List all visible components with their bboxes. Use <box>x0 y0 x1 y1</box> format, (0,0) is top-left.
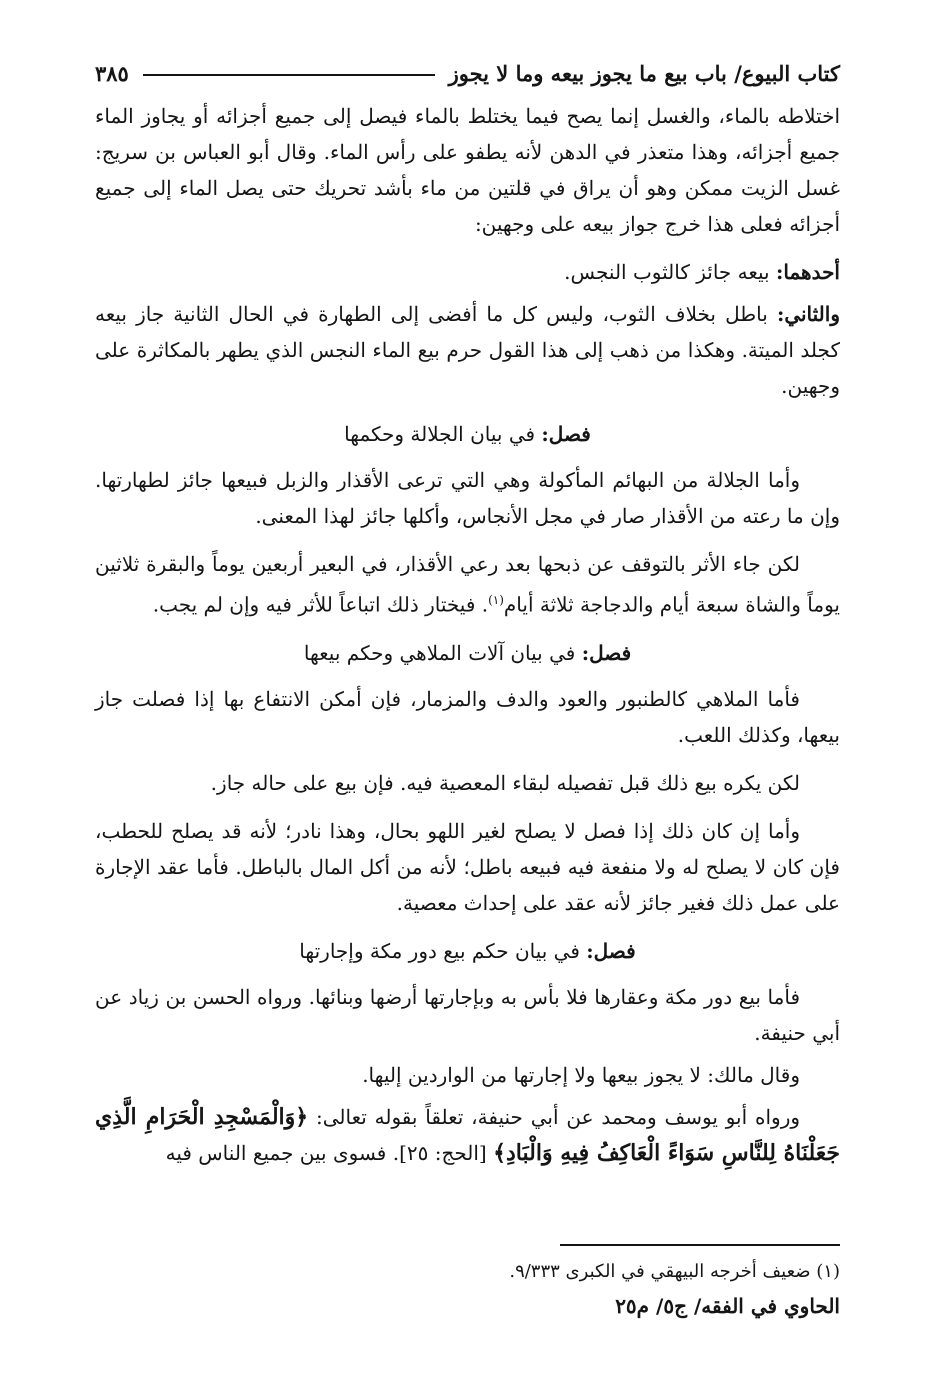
paragraph: فأما بيع دور مكة وعقارها فلا بأس به وبإجارتها أرضها وبنائها. ورواه الحسن بن زياد عن أبي حنيفة. <box>95 984 840 1045</box>
heading-lead: فصل: <box>586 938 636 963</box>
paragraph-text: باطل بخلاف الثوب، وليس كل ما أفضى إلى الطهارة في الحال الثانية جاز بيعه كجلد الميتة. وهكذا من ذهب إلى هذا القول حرم بيع الماء النجس الذي يطهر بالمكاثرة على وجهين. <box>95 302 840 398</box>
paragraph: وقال مالك: لا يجوز بيعها ولا إجارتها من الواردين إليها. <box>362 1062 800 1087</box>
footnote-divider <box>560 1244 840 1246</box>
paragraph-text: [الحج: ٢٥]. فسوى بين جميع الناس فيه <box>165 1140 494 1165</box>
heading-lead: فصل: <box>541 422 591 446</box>
section-heading <box>95 635 840 671</box>
heading-text: في بيان الجلالة وحكمها <box>344 422 542 446</box>
footnote-marker: (١) <box>488 593 504 607</box>
paragraph: فأما الملاهي كالطنبور والعود والدف والمزمار، فإن أمكن الانتفاع بها إذا فصلت جاز بيعها، وكذلك اللعب. <box>95 686 840 747</box>
paragraph <box>95 546 840 623</box>
paragraph: وأما إن كان ذلك إذا فصل لا يصلح لغير اللهو بحال، وهذا نادر؛ لأنه قد يصلح للحطب، فإن كان لا يصلح له ولا منفعة فيه فبيعه باطل؛ لأنه من أكل المال بالباطل. فأما عقد الإجارة على عمل ذلك فغير جائز لأنه عقد على إحداث معصية. <box>95 818 840 915</box>
paragraph: اختلاطه بالماء، والغسل إنما يصح فيما يختلط بالماء فيصل إلى جميع أجزائه أو يجاوز الماء جميع أجزائه، وهذا متعذر في الدهن لأنه يطفو على رأس الماء. وقال أبو العباس بن سريج: غسل الزيت ممكن وهو أن يراق في قلتين من ماء بأشد تحريك حتى يصل الماء إلى جميع أجزائه فعلى هذا خرج جواز بيعه على وجهين: <box>95 104 841 236</box>
header-rule <box>143 74 435 76</box>
quran-verse: ﴿وَالْمَسْجِدِ الْحَرَامِ الَّذِي جَعَلْنَاهُ لِلنَّاسِ سَوَاءً الْعَاكِفُ فِيهِ وَالْبَادِ﴾ <box>95 1103 840 1166</box>
paragraph-text: . فيختار ذلك اتباعاً للأثر فيه وإن لم يجب. <box>152 592 489 617</box>
section-heading <box>95 933 840 969</box>
heading-lead: فصل: <box>581 640 632 665</box>
paragraph-lead: والثاني: <box>776 302 840 326</box>
paragraph: وأما الجلالة من البهائم المأكولة وهي التي ترعى الأقذار والزبل فبيعها جائز لطهارتها. وإن ما رعته من الأقذار صار في مجل الأنجاس، وأكلها جائز لهذا المعنى. <box>95 468 840 528</box>
paragraph-lead: أحدهما: <box>775 260 840 284</box>
heading-text: في بيان حكم بيع دور مكة وإجارتها <box>299 938 587 963</box>
paragraph: لكن يكره بيع ذلك قبل تفصيله لبقاء المعصية فيه. فإن بيع على حاله جاز. <box>210 770 800 795</box>
paragraph <box>95 1099 840 1171</box>
paragraph-text: لكن جاء الأثر بالتوقف عن ذبحها بعد رعي الأقذار، في البعير أربعين يوماً والبقرة ثلاثين يوماً والشاة سبعة أيام والدجاجة ثلاثة أيام <box>95 552 840 617</box>
main-text <box>95 98 840 1177</box>
running-header <box>95 52 840 86</box>
header-title: كتاب البيوع/ باب بيع ما يجوز بيعه وما لا يجوز <box>448 61 840 86</box>
paragraph-text: ورواه أبو يوسف ومحمد عن أبي حنيفة، تعلقاً بقوله تعالى: <box>308 1104 801 1129</box>
page-number: ٣٨٥ <box>95 61 129 86</box>
signature-footer: الحاوي في الفقه/ ج٥/ م٢٥ <box>615 1294 840 1318</box>
footnote: (١) ضعيف أخرجه البيهقي في الكبرى ٩/٣٣٣. <box>509 1261 840 1282</box>
heading-text: في بيان آلات الملاهي وحكم بيعها <box>303 640 582 665</box>
section-heading <box>95 416 840 452</box>
paragraph-text: بيعه جائز كالثوب النجس. <box>564 260 776 284</box>
paragraph <box>95 254 840 290</box>
paragraph <box>95 296 840 404</box>
